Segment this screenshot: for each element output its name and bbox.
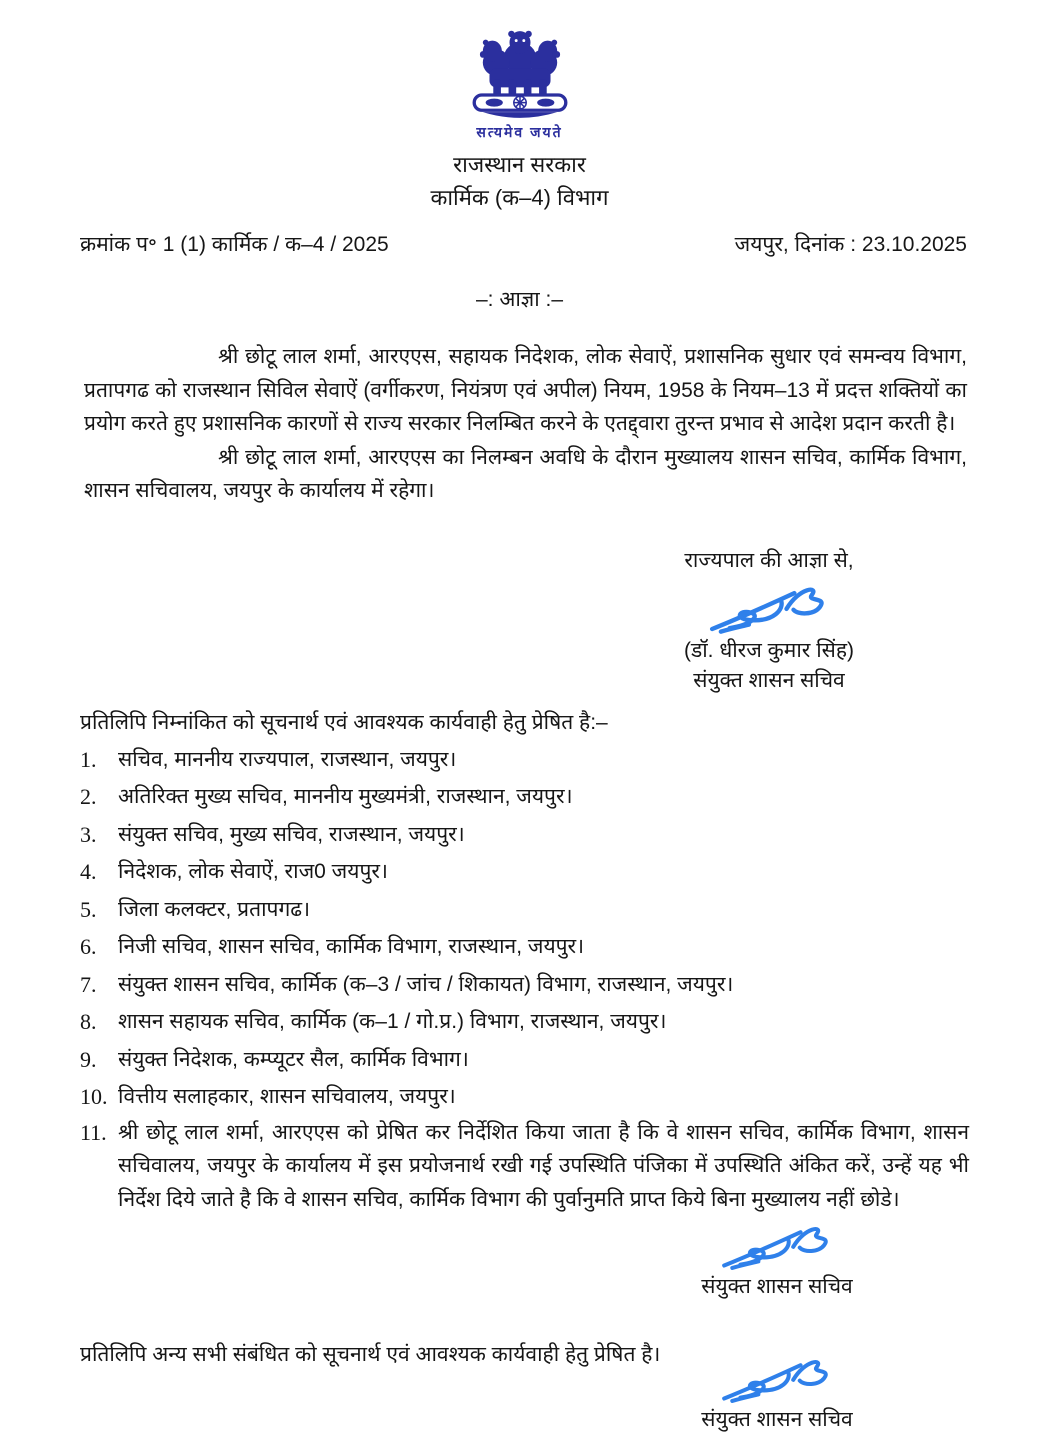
copy-list-item-text: निजी सचिव, शासन सचिव, कार्मिक विभाग, राजस्थान, जयपुर। <box>118 935 585 958</box>
copy-list-item-text: वित्तीय सलाहकार, शासन सचिवालय, जयपुर। <box>118 1085 456 1108</box>
signature-block-2 <box>647 1220 907 1302</box>
copy-list-item <box>80 853 969 891</box>
signature-scribble-icon <box>711 1353 843 1405</box>
copy-list-item-text: संयुक्त निदेशक, कम्प्यूटर सैल, कार्मिक विभाग। <box>118 1047 469 1071</box>
copy-list <box>80 741 969 1217</box>
copy-list-item <box>80 891 969 929</box>
copy-list-item-number: 4. <box>80 859 97 884</box>
signatory-title: संयुक्त शासन सचिव <box>701 1408 853 1431</box>
copy-list-item-number: 3. <box>80 821 97 847</box>
copy-list-item <box>80 1041 969 1079</box>
signature-scribble-icon <box>699 580 839 636</box>
copy-list-item <box>80 1116 969 1217</box>
signature-scribble-icon <box>711 1220 843 1272</box>
copy-list-item-text: जिला कलक्टर, प्रतापगढ। <box>118 897 311 921</box>
copy-list-item <box>80 741 969 779</box>
government-name: राजस्थान सरकार <box>453 152 586 177</box>
copy-list-item-text: सचिव, माननीय राज्यपाल, राजस्थान, जयपुर। <box>118 747 457 771</box>
copy-list-item-text: श्री छोटू लाल शर्मा, आरएएस को प्रेषित कर निर्देशित किया जाता है कि वे शासन सचिव, कार्मिक विभाग, शासन सचिवालय, जयपुर के कार्यालय में इस प्रयोजनार्थ रखी गई उपस्थिति पंजिका में उपस्थिति अंकित करें, उन्हें यह भी निर्देश दिये जाते है कि वे शासन सचिव, कार्मिक विभाग की पुर्वानुमति प्राप्त किये बिना मुख्यालय नहीं छोडे। <box>118 1120 969 1211</box>
signatory-name: (डॉ. धीरज कुमार सिंह) <box>683 638 855 662</box>
department-name: कार्मिक (क–4) विभाग <box>430 185 609 210</box>
emblem-block <box>0 0 1039 142</box>
copy-list-item-number: 8. <box>80 1009 97 1034</box>
signatory-title: संयुक्त शासन सचिव <box>701 1275 853 1298</box>
reference-number: क्रमांक प॰ 1 (1) कार्मिक / क–4 / 2025 <box>80 233 389 256</box>
place-and-date: जयपुर, दिनांक : 23.10.2025 <box>734 233 967 256</box>
copy-list-item-number: 9. <box>80 1046 97 1072</box>
copy-list-item <box>80 966 969 1004</box>
copy-list-item-number: 6. <box>80 934 97 959</box>
national-emblem-icon <box>458 26 582 122</box>
by-order-line: राज्यपाल की आज्ञा से, <box>684 548 854 572</box>
copy-list-item <box>80 816 969 854</box>
copy-list-item-number: 7. <box>80 971 97 997</box>
copy-list-item-text: निदेशक, लोक सेवाऐं, राज0 जयपुर। <box>118 860 388 883</box>
order-title: –: आज्ञा :– <box>475 288 564 311</box>
copy-intro-line: प्रतिलिपि निम्नांकित को सूचनार्थ एवं आवश्यक कार्यवाही हेतु प्रेषित है:– <box>80 710 608 734</box>
order-paragraph-2: श्री छोटू लाल शर्मा, आरएएस का निलम्बन अवधि के दौरान मुख्यालय शासन सचिव, कार्मिक विभाग, शासन सचिवालय, जयपुर के कार्यालय में रहेगा। <box>84 445 967 502</box>
copy-list-item-text: संयुक्त सचिव, मुख्य सचिव, राजस्थान, जयपुर। <box>118 822 465 846</box>
copy-list-item <box>80 1003 969 1041</box>
copy-list-item <box>80 778 969 816</box>
footer-copy-line: प्रतिलिपि अन्य सभी संबंधित को सूचनार्थ एवं आवश्यक कार्यवाही हेतु प्रेषित है। <box>80 1343 661 1366</box>
copy-list-item-text: शासन सहायक सचिव, कार्मिक (क–1 / गो.प्र.) विभाग, राजस्थान, जयपुर। <box>118 1010 667 1033</box>
signature-block-1 <box>629 546 909 696</box>
copy-list-item-number: 10. <box>80 1084 108 1109</box>
emblem-motto: सत्यमेव जयते <box>476 124 563 140</box>
copy-list-item-number: 2. <box>80 784 97 809</box>
copy-list-item-number: 1. <box>80 746 97 772</box>
order-paragraph-1: श्री छोटू लाल शर्मा, आरएएस, सहायक निदेशक, लोक सेवाऐं, प्रशासनिक सुधार एवं समन्वय विभाग, प्रतापगढ को राजस्थान सिविल सेवाऐं (वर्गीकरण, नियंत्रण एवं अपील) नियम, 1958 के नियम–13 में प्रदत्त शक्तियों का प्रयोग करते हुए प्रशासनिक कारणों से राज्य सरकार निलम्बित करने के एतद्द्वारा तुरन्त प्रभाव से आदेश प्रदान करती है। <box>84 345 967 435</box>
signatory-title: संयुक्त शासन सचिव <box>693 668 845 692</box>
signature-block-3 <box>647 1353 907 1435</box>
copy-list-item-number: 5. <box>80 896 97 922</box>
copy-list-item <box>80 928 969 966</box>
copy-list-item <box>80 1078 969 1116</box>
copy-list-item-text: संयुक्त शासन सचिव, कार्मिक (क–3 / जांच / शिकायत) विभाग, राजस्थान, जयपुर। <box>118 972 734 996</box>
reference-row <box>80 230 967 258</box>
copy-list-item-text: अतिरिक्त मुख्य सचिव, माननीय मुख्यमंत्री, राजस्थान, जयपुर। <box>118 785 573 808</box>
copy-list-item-number: 11. <box>80 1119 107 1145</box>
